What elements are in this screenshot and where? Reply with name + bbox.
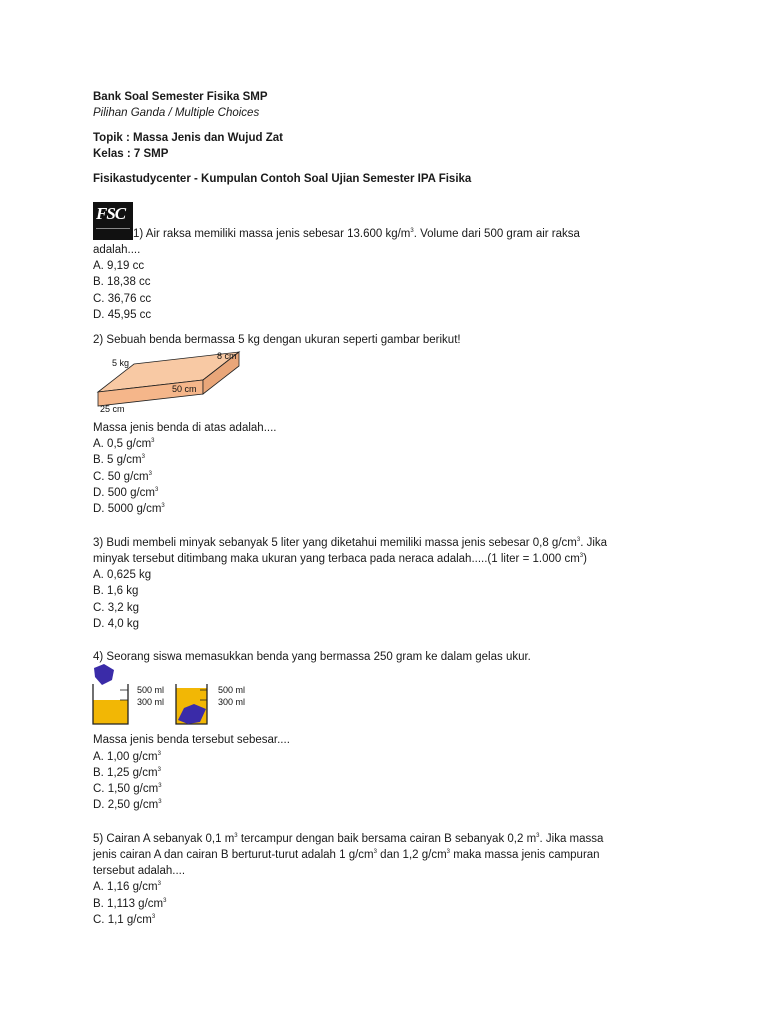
q1-option-a: A. 9,19 cc — [93, 260, 145, 272]
question-2-prompt: Massa jenis benda di atas adalah.... — [93, 422, 277, 434]
label-mass: 5 kg — [112, 358, 130, 368]
grade-label: Kelas : 7 SMP — [93, 148, 169, 160]
topic-label: Topik : Massa Jenis dan Wujud Zat — [93, 132, 283, 144]
q1-option-b: B. 18,38 cc — [93, 276, 151, 288]
question-4-text: 4) Seorang siswa memasukkan benda yang bermassa 250 gram ke dalam gelas ukur. — [93, 651, 531, 663]
q2-option-a: A. 0,5 $g/cm^3$ — [93, 438, 155, 450]
left-liquid — [93, 700, 128, 724]
q2-option-c: C. 50 $g/cm^3$ — [93, 471, 152, 483]
object-above-icon — [94, 664, 114, 685]
q3-option-b: B. 1,6 kg — [93, 585, 139, 597]
q1-option-c: C. 36,76 cc — [93, 293, 152, 305]
q2-option-d: D. 500 $g/cm^3$ — [93, 487, 159, 499]
question-1-text-cont: adalah.... — [93, 244, 141, 256]
right-mark-bottom: 300 ml — [218, 697, 246, 707]
q3-option-d: D. 4,0 kg — [93, 618, 140, 630]
label-length: 50 cm — [172, 384, 197, 394]
question-3-text: 3) Budi membeli minyak sebanyak 5 liter yang diketahui memiliki massa jenis sebesar 0,8 $g/cm^3$. Jika — [93, 537, 608, 549]
q2-option-d2: D. 5000 $g/cm^3$ — [93, 503, 165, 515]
left-mark-top: 500 ml — [137, 685, 165, 695]
q4-option-d: D. 2,50 $g/cm^3$ — [93, 799, 162, 811]
q4-option-c: C. 1,50 $g/cm^3$ — [93, 783, 162, 795]
fsc-logo — [93, 202, 133, 240]
wood-block-figure — [92, 348, 252, 416]
source-heading: Fisikastudycenter - Kumpulan Contoh Soal Ujian Semester IPA Fisika — [93, 173, 472, 185]
q4-option-a: A. 1,00 $g/cm^3$ — [93, 751, 161, 763]
q3-option-a: A. 0,625 kg — [93, 569, 152, 581]
page-title: Bank Soal Semester Fisika SMP — [93, 91, 268, 103]
fsc-logo-text: FSC — [96, 204, 126, 223]
question-5-text-end: tersebut adalah.... — [93, 865, 186, 877]
question-5-text: 5) Cairan A sebanyak 0,1 $m^3$ tercampur dengan baik bersama cairan B sebanyak 0,2 $m^3$. Jika massa — [93, 833, 604, 845]
q1-option-d: D. 45,95 cc — [93, 309, 152, 321]
label-width: 25 cm — [100, 404, 125, 414]
q5-option-b: B. 1,113 $g/cm^3$ — [93, 898, 167, 910]
left-mark-bottom: 300 ml — [137, 697, 165, 707]
question-1-text: 1) Air raksa memiliki massa jenis sebesar 13.600 $kg/m^3$. Volume dari 500 gram air raksa — [133, 228, 580, 240]
q5-option-a: A. 1,16 $g/cm^3$ — [93, 881, 161, 893]
question-2-text: 2) Sebuah benda bermassa 5 kg dengan ukuran seperti gambar berikut! — [93, 334, 461, 346]
question-5-text-cont: jenis cairan A dan cairan B berturut-turut adalah 1 $g/cm^3$ dan 1,2 $g/cm^3$ maka massa jenis campuran — [93, 849, 600, 861]
q4-option-b: B. 1,25 $g/cm^3$ — [93, 767, 161, 779]
label-height: 8 cm — [217, 351, 237, 361]
q3-option-c: C. 3,2 kg — [93, 602, 140, 614]
q2-option-b: B. 5 $g/cm^3$ — [93, 454, 145, 466]
question-3-text-cont: minyak tersebut ditimbang maka ukuran yang terbaca pada neraca adalah.....(1 liter = 1.000 $cm^3$) — [93, 553, 587, 565]
q5-option-c: C. 1,1 $g/cm^3$ — [93, 914, 156, 926]
question-4-prompt: Massa jenis benda tersebut sebesar.... — [93, 734, 290, 746]
page-subtitle: Pilihan Ganda / Multiple Choices — [93, 107, 260, 119]
right-mark-top: 500 ml — [218, 685, 246, 695]
measuring-cylinder-figure — [90, 664, 265, 728]
